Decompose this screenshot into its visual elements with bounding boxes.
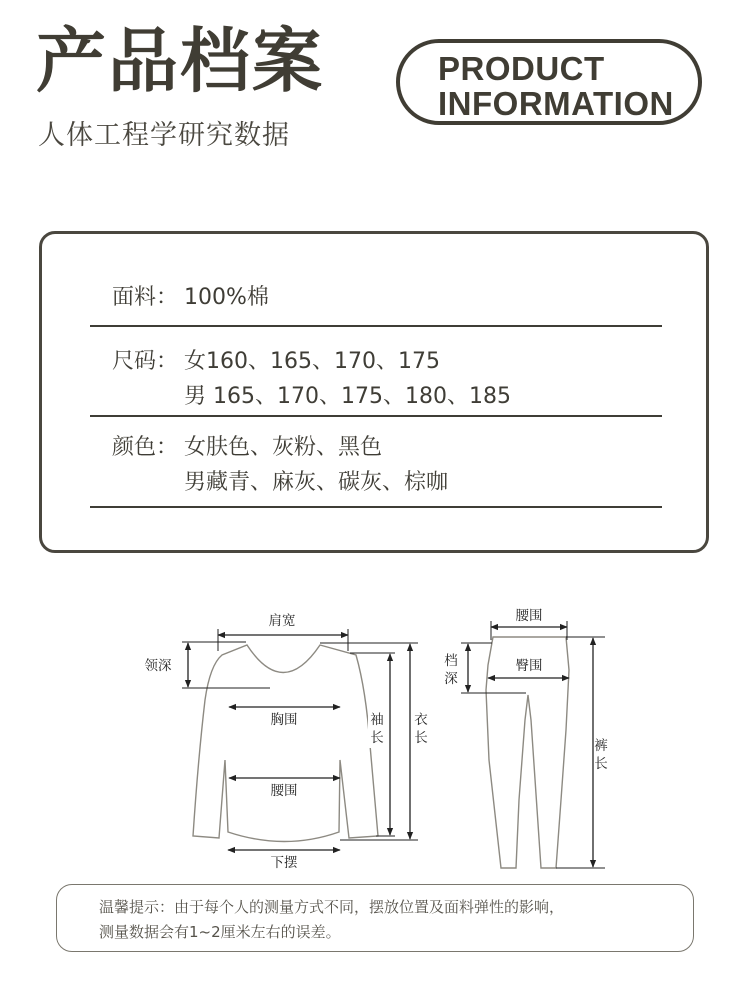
hip-label: 臀围 <box>515 658 543 674</box>
neck-depth-label: 领深 <box>144 658 172 674</box>
pants-length-label-1: 裤 <box>594 738 608 754</box>
tip-line-1: 温馨提示：由于每个人的测量方式不同，摆放位置及面料弹性的影响， <box>99 898 565 916</box>
color-men: 男藏青、麻灰、碳灰、棕咖 <box>184 470 449 495</box>
page-subtitle: 人体工程学研究数据 <box>38 120 290 151</box>
color-women: 女肤色、灰粉、黑色 <box>184 435 383 460</box>
size-men: 男 165、170、175、180、185 <box>184 384 511 409</box>
spec-panel <box>39 231 709 553</box>
chest-label: 胸围 <box>270 712 298 728</box>
shirt-outline <box>193 645 378 842</box>
length-label-1: 衣 <box>414 712 428 728</box>
pants-length-label-2: 长 <box>594 756 608 772</box>
fabric-label: 面料： <box>112 285 179 310</box>
page-title: 产品档案 <box>36 20 324 102</box>
sleeve-label-1: 袖 <box>370 712 384 728</box>
shoulder-label: 肩宽 <box>268 613 296 629</box>
color-label: 颜色： <box>112 435 179 460</box>
length-label-2: 长 <box>414 730 428 746</box>
size-women: 女160、165、170、175 <box>184 349 440 374</box>
badge-line-2: INFORMATION <box>438 85 674 122</box>
spec-divider <box>90 506 662 508</box>
size-label: 尺码： <box>112 349 179 374</box>
pants-waist-label: 腰围 <box>515 608 543 624</box>
tip-box <box>56 884 694 952</box>
rise-label-2: 深 <box>444 671 458 687</box>
spec-divider <box>90 415 662 417</box>
hem-label: 下摆 <box>270 855 298 871</box>
spec-divider <box>90 325 662 327</box>
badge-line-1: PRODUCT <box>438 50 605 87</box>
product-information-badge <box>396 39 702 125</box>
tip-line-2: 测量数据会有1~2厘米左右的误差。 <box>99 923 341 941</box>
measurement-diagram <box>0 590 750 880</box>
waist-label: 腰围 <box>270 783 298 799</box>
rise-label-1: 档 <box>444 653 458 669</box>
sleeve-label-2: 长 <box>370 730 384 746</box>
fabric-value: 100%棉 <box>184 285 269 310</box>
